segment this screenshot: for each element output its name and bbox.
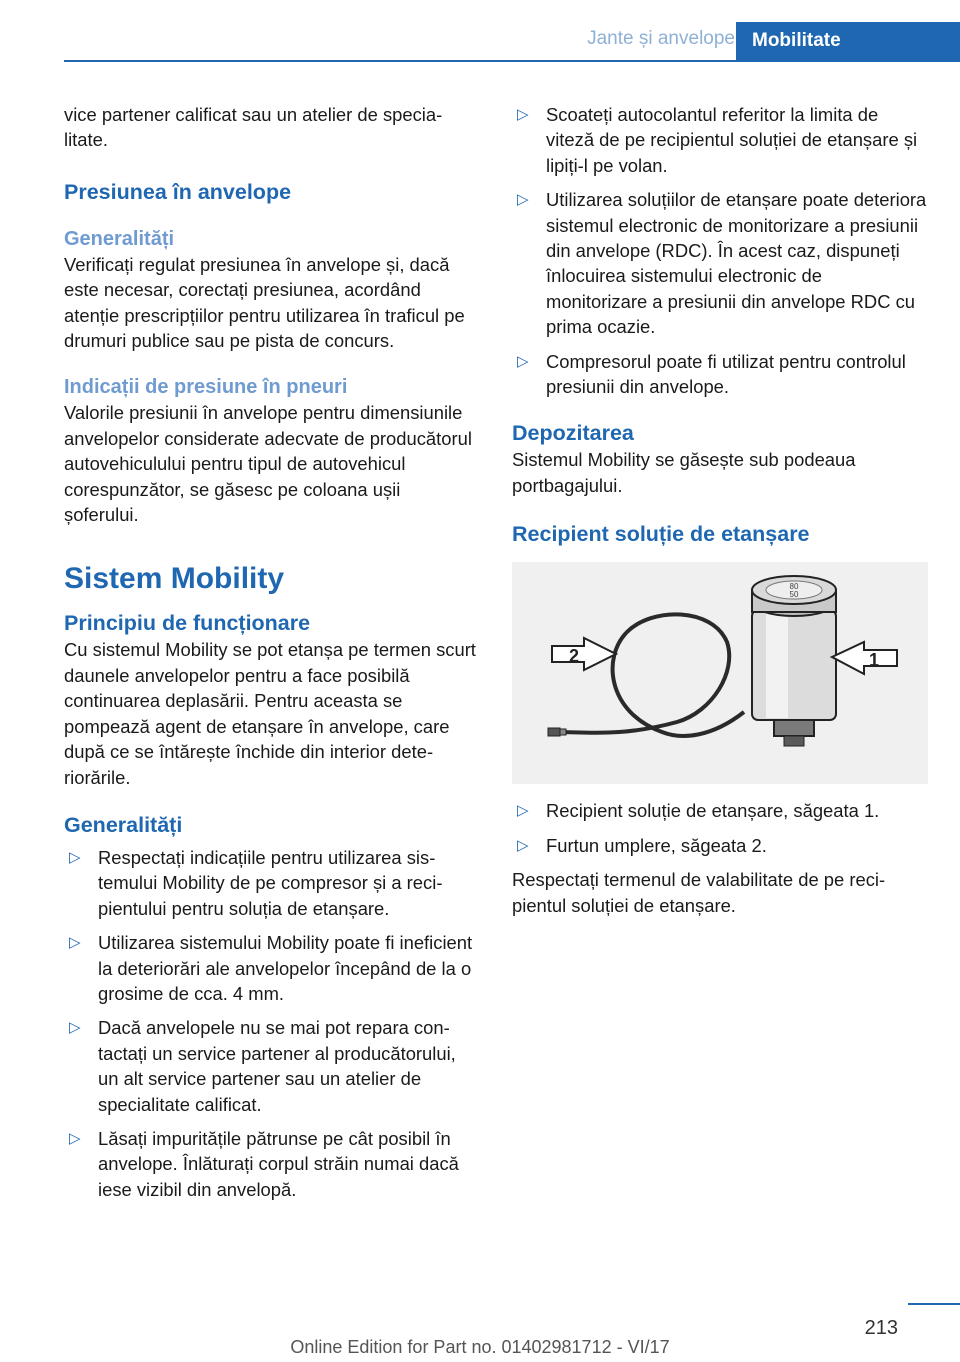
cap-label-bottom: 50 xyxy=(789,590,799,600)
left-column xyxy=(64,102,479,1211)
arrow-2-label: 2 xyxy=(568,646,580,667)
paragraph-depozitarea: Sistemul Mobility se găsește sub podeaua portbagajului. xyxy=(512,449,856,496)
chapter-tab[interactable]: Mobilitate xyxy=(736,22,960,62)
page-number: 213 xyxy=(864,1317,898,1339)
bullet-triangle-icon: ▷ xyxy=(517,106,529,123)
heading-recipient: Recipient soluție de etanșare xyxy=(512,522,810,547)
paragraph-termen: Respectați termenul de valabilitate de pe recipientul soluției de etanșare. xyxy=(512,869,886,916)
list-item: ▷ Respectați indicațiile pentru utilizarea sistemului Mobility de pe compresor și a recipientului pentru soluția de etanșare. xyxy=(69,846,443,919)
page-header xyxy=(64,0,960,62)
figure-legend-list xyxy=(512,798,927,858)
bullet-triangle-icon: ▷ xyxy=(517,836,529,854)
bullet-triangle-icon: ▷ xyxy=(517,352,529,370)
list-item: ▷ Scoateți autocolantul referitor la limita de viteză de pe recipientul soluției de etanșare și lipiți-l pe volan. xyxy=(517,104,918,176)
section-tab[interactable]: Jante și anvelope xyxy=(587,28,735,49)
heading-depozitarea: Depozitarea xyxy=(512,421,634,446)
hose-connector xyxy=(548,728,560,736)
arrow-1-icon xyxy=(832,642,897,674)
container-valve xyxy=(774,720,814,736)
sealant-container-figure xyxy=(512,562,928,784)
arrow-2-icon xyxy=(552,638,616,670)
paragraph-generalitati: Verificați regulat presiunea în anvelope și, dacă este necesar, corectați presiunea, acordând atenție prescripțiilor pentru utilizarea în traficul pe drumuri publice sau pe pista de concurs. xyxy=(64,253,465,352)
list-item: ▷ Recipient soluție de etanșare, săgeata 1. xyxy=(512,798,927,823)
list-item: ▷ Lăsați impuritățile pătrunse pe cât posibil în anvelope. Înlăturați corpul străin numai dacă iese vizibil din anvelopă. xyxy=(69,1127,459,1200)
intro-paragraph: vice partener calificat sau un atelier de specialitate. xyxy=(64,104,443,151)
heading-sistem-mobility: Sistem Mobility xyxy=(64,562,285,596)
list-item: ▷ Utilizarea sistemului Mobility poate fi ineficient la deteriorări ale anvelopelor începând de la o grosime de cca. 4 mm. xyxy=(69,932,473,1004)
bullet-triangle-icon: ▷ xyxy=(517,802,529,820)
arrow-1-label: 1 xyxy=(868,650,880,671)
list-item: ▷ Furtun umplere, săgeata 2. xyxy=(512,833,927,858)
bullet-triangle-icon: ▷ xyxy=(517,191,529,209)
container-body xyxy=(752,610,836,720)
cap-label-top: 80 xyxy=(789,582,799,592)
heading-principiu: Principiu de funcționare xyxy=(64,611,311,636)
fill-hose xyxy=(557,615,744,737)
heading-generalitati: Generalități xyxy=(64,227,175,250)
list-item: ▷ Dacă anvelopele nu se mai pot repara contactați un service partener al producătorului, un alt service partener sau un atelier de specialitate calificat. xyxy=(69,1017,456,1115)
header-rule xyxy=(64,60,960,62)
list-item: ▷ Utilizarea soluțiilor de etanșare poate deteriora sistemul electronic de monitorizare a presiunii din anvelope (RDC). În acest caz, dispuneți înlocuirea sistemului electronic de monitorizare a presiunii din anvelope RDC cu prima ocazie. xyxy=(517,189,927,338)
sealant-illustration xyxy=(512,562,928,784)
bullet-triangle-icon: ▷ xyxy=(69,1129,81,1147)
heading-presiune: Presiunea în anvelope xyxy=(64,179,292,204)
bullet-triangle-icon: ▷ xyxy=(69,934,81,952)
list-item: ▷ Compresorul poate fi utilizat pentru controlul presiunii din anvelope. xyxy=(517,350,906,398)
footer-rule xyxy=(908,1303,960,1305)
paragraph-principiu: Cu sistemul Mobility se pot etanșa pe termen scurt daunele anvelopelor pentru a face posibilă continuarea deplasării. Pentru aceasta se pompează agent de etanșare în anvelope, care după ce se întărește închide din interior deteriorările. xyxy=(64,639,476,788)
bullet-triangle-icon: ▷ xyxy=(69,848,81,866)
bullet-list-left xyxy=(64,845,479,1202)
paragraph-indicatii: Valorile presiunii în anvelope pentru dimensiunile anvelopelor considerate adecvate de producătorul autovehiculului pentru tipul de autovehicul corespunzător, se găsesc pe coloana ușii șoferului. xyxy=(64,402,472,526)
edition-footer: Online Edition for Part no. 01402981712 - VI/17 xyxy=(290,1337,670,1357)
bullet-list-right xyxy=(512,102,927,399)
right-column xyxy=(512,102,927,918)
heading-generalitati-2: Generalități xyxy=(64,812,183,837)
heading-indicatii: Indicații de presiune în pneuri xyxy=(64,376,348,399)
bullet-triangle-icon: ▷ xyxy=(69,1019,81,1037)
